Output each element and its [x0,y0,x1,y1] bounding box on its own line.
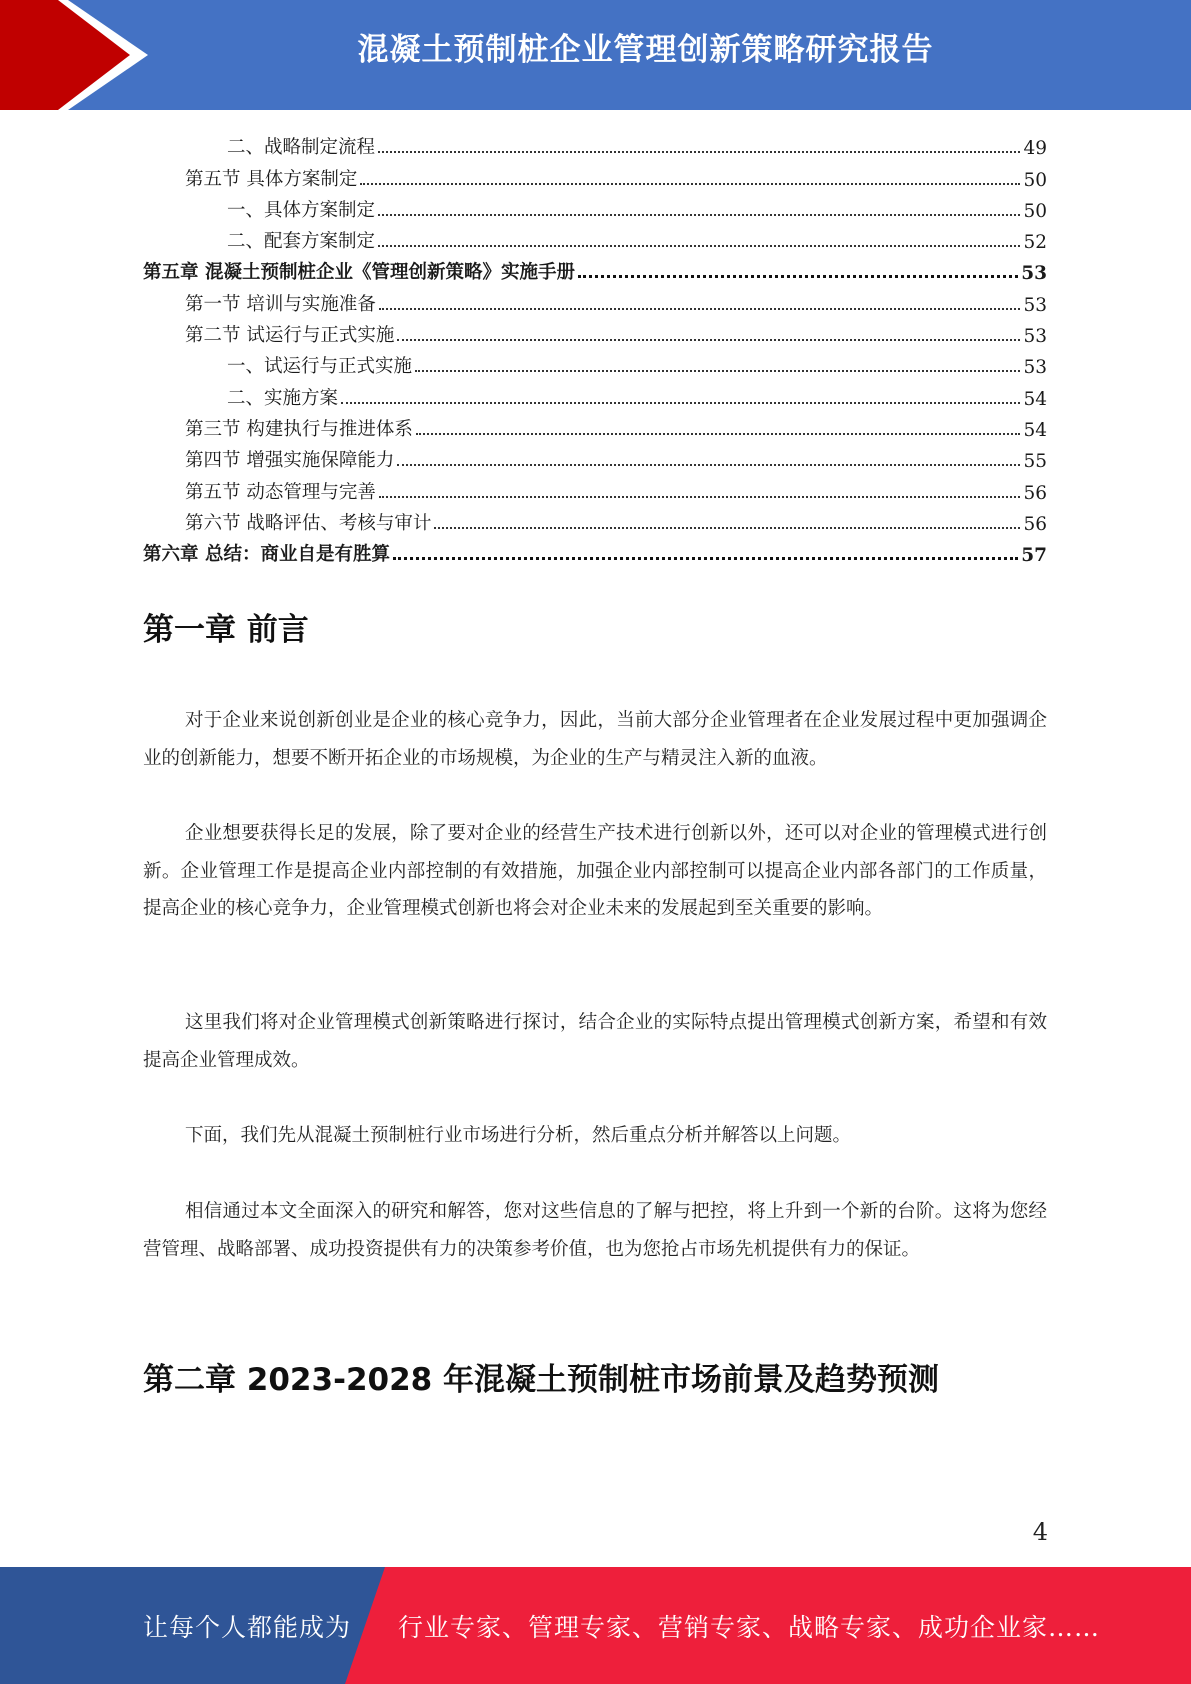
toc-entry-page: 50 [1023,200,1047,222]
toc-entry[interactable] [143,441,1047,472]
toc-entry-label: 第五章 混凝土预制桩企业《管理创新策略》实施手册 [143,262,575,284]
toc-entry-page: 53 [1023,326,1047,348]
toc-entry-label: 二、战略制定流程 [227,137,376,159]
toc-entry-label: 二、配套方案制定 [227,231,376,253]
toc-entry-label: 第五节 动态管理与完善 [185,481,376,503]
toc-entry-label: 第六章 总结：商业自是有胜算 [143,544,390,566]
page-footer [0,1567,1191,1684]
toc-dot-leader [379,496,1021,498]
toc-entry[interactable] [143,472,1047,503]
toc-dot-leader [360,183,1020,185]
chapter-1-paragraph: 企业想要获得长足的发展，除了要对企业的经营生产技术进行创新以外，还可以对企业的管理模式进行创新。企业管理工作是提高企业内部控制的有效措施，加强企业内部控制可以提高企业内部各部门的工作质量，提高企业的核心竞争力，企业管理模式创新也将会对企业未来的发展起到至关重要的影响。 [143,823,1047,919]
footer-slogan-left: 让每个人都能成为 [143,1613,352,1642]
toc-entry-page: 56 [1023,482,1047,504]
toc-entry[interactable] [143,410,1047,441]
toc-entry-page: 53 [1021,263,1047,285]
chapter-1-paragraph: 下面，我们先从混凝土预制桩行业市场进行分析，然后重点分析并解答以上问题。 [185,1125,852,1146]
toc-entry-page: 53 [1023,294,1047,316]
toc-entry-page: 50 [1023,169,1047,191]
toc-entry-label: 第四节 增强实施保障能力 [185,450,395,472]
toc-dot-leader [434,527,1020,529]
toc-entry[interactable] [143,191,1047,222]
toc-entry[interactable] [143,128,1047,159]
toc-entry-page: 52 [1023,232,1047,254]
chapter-1-paragraph: 这里我们将对企业管理模式创新策略进行探讨，结合企业的实际特点提出管理模式创新方案，希望和有效提高企业管理成效。 [143,1012,1047,1071]
toc-entry[interactable] [143,535,1047,566]
toc-entry-label: 第三节 构建执行与推进体系 [185,418,413,440]
toc-entry[interactable] [143,504,1047,535]
toc-entry[interactable] [143,253,1047,284]
toc-entry[interactable] [143,159,1047,190]
toc-entry-label: 第二节 试运行与正式实施 [185,325,395,347]
toc-entry-label: 第五节 具体方案制定 [185,168,358,190]
chapter-1-heading: 第一章 前言 [143,612,309,648]
page-number: 4 [1032,1518,1048,1546]
toc-dot-leader [393,557,1018,560]
toc-entry-label: 第六节 战略评估、考核与审计 [185,512,432,534]
chapter-1-paragraph: 相信通过本文全面深入的研究和解答，您对这些信息的了解与把控，将上升到一个新的台阶。这将为您经营管理、战略部署、成功投资提供有力的决策参考价值，也为您抢占市场先机提供有力的保证。 [143,1201,1047,1260]
toc-dot-leader [416,433,1021,435]
toc-entry-page: 54 [1023,419,1047,441]
chapter-1-paragraph: 对于企业来说创新创业是企业的核心竞争力，因此，当前大部分企业管理者在企业发展过程中更加强调企业的创新能力，想要不断开拓企业的市场规模，为企业的生产与精灵注入新的血液。 [143,710,1047,769]
toc-dot-leader [415,370,1020,372]
table-of-contents [143,128,1047,566]
toc-entry[interactable] [143,316,1047,347]
toc-dot-leader [341,402,1020,404]
toc-entry-label: 一、具体方案制定 [227,199,376,221]
toc-dot-leader [578,275,1018,278]
toc-dot-leader [397,464,1020,466]
chapter-2-heading: 第二章 2023-2028 年混凝土预制桩市场前景及趋势预测 [143,1362,940,1398]
toc-entry-label: 二、实施方案 [227,387,339,409]
header-title: 混凝土预制桩企业管理创新策略研究报告 [357,32,934,68]
toc-dot-leader [378,151,1020,153]
toc-entry[interactable] [143,347,1047,378]
toc-entry-page: 53 [1023,357,1047,379]
toc-entry-label: 一、试运行与正式实施 [227,356,413,378]
toc-entry-page: 49 [1023,138,1047,160]
toc-entry-page: 56 [1023,513,1047,535]
toc-entry-page: 55 [1023,451,1047,473]
toc-entry-label: 第一节 培训与实施准备 [185,293,376,315]
toc-dot-leader [397,339,1020,341]
footer-slogan-right: 行业专家、管理专家、营销专家、战略专家、成功企业家…… [398,1613,1101,1642]
toc-entry-page: 54 [1023,388,1047,410]
toc-entry-page: 57 [1021,545,1047,567]
toc-entry[interactable] [143,222,1047,253]
toc-dot-leader [378,245,1020,247]
toc-entry[interactable] [143,378,1047,409]
toc-dot-leader [379,308,1021,310]
page-header [0,0,1191,110]
toc-entry[interactable] [143,284,1047,315]
toc-dot-leader [378,214,1020,216]
